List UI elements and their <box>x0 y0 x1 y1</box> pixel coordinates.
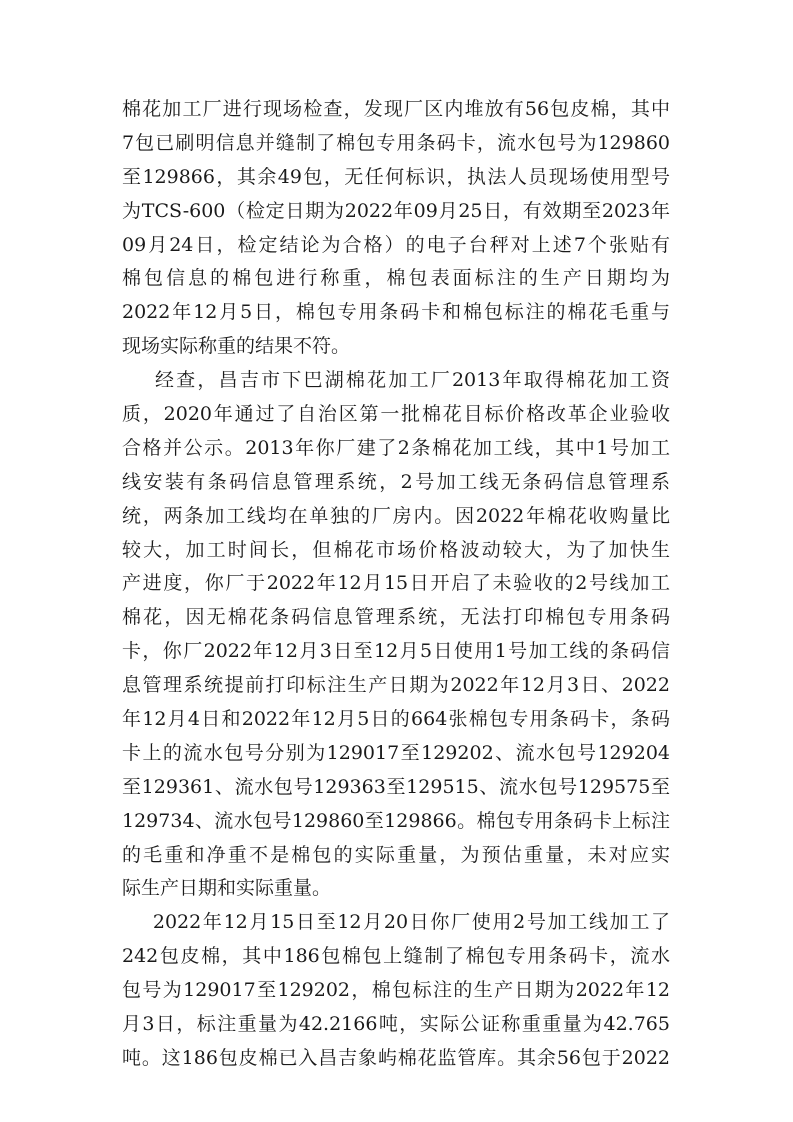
text-line: 合格并公示。2013年你厂建了2条棉花加工线，其中1号加工 <box>122 436 670 459</box>
text-line: 包号为129017至129202，棉包标注的生产日期为2022年12 <box>122 979 670 1002</box>
text-line: 经查，昌吉市下巴湖棉花加工厂2013年取得棉花加工资 <box>122 369 670 392</box>
text-line: 2022年12月5日，棉包专用条码卡和棉包标注的棉花毛重与 <box>122 301 670 324</box>
text-line: 卡，你厂2022年12月3日至12月5日使用1号加工线的条码信 <box>122 640 670 663</box>
text-line: 卡上的流水包号分别为129017至129202、流水包号129204 <box>122 741 670 764</box>
text-line: 现场实际称重的结果不符。 <box>122 335 351 358</box>
text-line: 息管理系统提前打印标注生产日期为2022年12月3日、2022 <box>122 674 670 697</box>
text-line: 242包皮棉，其中186包棉包上缝制了棉包专用条码卡，流水 <box>122 945 670 968</box>
text-line: 月3日，标注重量为42.2166吨，实际公证称重重量为42.765 <box>122 1013 670 1036</box>
text-line: 线安装有条码信息管理系统，2号加工线无条码信息管理系 <box>122 470 670 493</box>
text-line: 棉花，因无棉花条码信息管理系统，无法打印棉包专用条码 <box>122 606 670 629</box>
text-line: 至129866，其余49包，无任何标识，执法人员现场使用型号 <box>122 165 670 188</box>
text-line: 129734、流水包号129860至129866。棉包专用条码卡上标注 <box>122 809 670 832</box>
text-line: 产进度，你厂于2022年12月15日开启了未验收的2号线加工 <box>122 572 670 595</box>
text-line: 统，两条加工线均在单独的厂房内。因2022年棉花收购量比 <box>122 504 670 527</box>
text-line: 年12月4日和2022年12月5日的664张棉包专用条码卡，条码 <box>122 708 670 731</box>
text-line: 际生产日期和实际重量。 <box>122 877 332 900</box>
text-line: 棉花加工厂进行现场检查，发现厂区内堆放有56包皮棉，其中 <box>122 98 670 120</box>
text-line: 吨。这186包皮棉已入昌吉象屿棉花监管库。其余56包于2022 <box>122 1046 670 1069</box>
text-line: 的毛重和净重不是棉包的实际重量，为预估重量，未对应实 <box>122 843 670 866</box>
text-line: 7包已刷明信息并缝制了棉包专用条码卡，流水包号为129860 <box>122 131 670 154</box>
document-body <box>122 93 670 1076</box>
text-line: 2022年12月15日至12月20日你厂使用2号加工线加工了 <box>122 911 670 934</box>
text-line: 较大，加工时间长，但棉花市场价格波动较大，为了加快生 <box>122 538 670 561</box>
text-line: 棉包信息的棉包进行称重，棉包表面标注的生产日期均为 <box>122 267 670 290</box>
text-line: 至129361、流水包号129363至129515、流水包号129575至 <box>122 775 670 798</box>
text-line: 为TCS-600（检定日期为2022年09月25日，有效期至2023年 <box>122 199 670 222</box>
text-line: 09月24日，检定结论为合格）的电子台秤对上述7个张贴有 <box>122 233 670 256</box>
text-line: 质，2020年通过了自治区第一批棉花目标价格改革企业验收 <box>122 403 670 426</box>
